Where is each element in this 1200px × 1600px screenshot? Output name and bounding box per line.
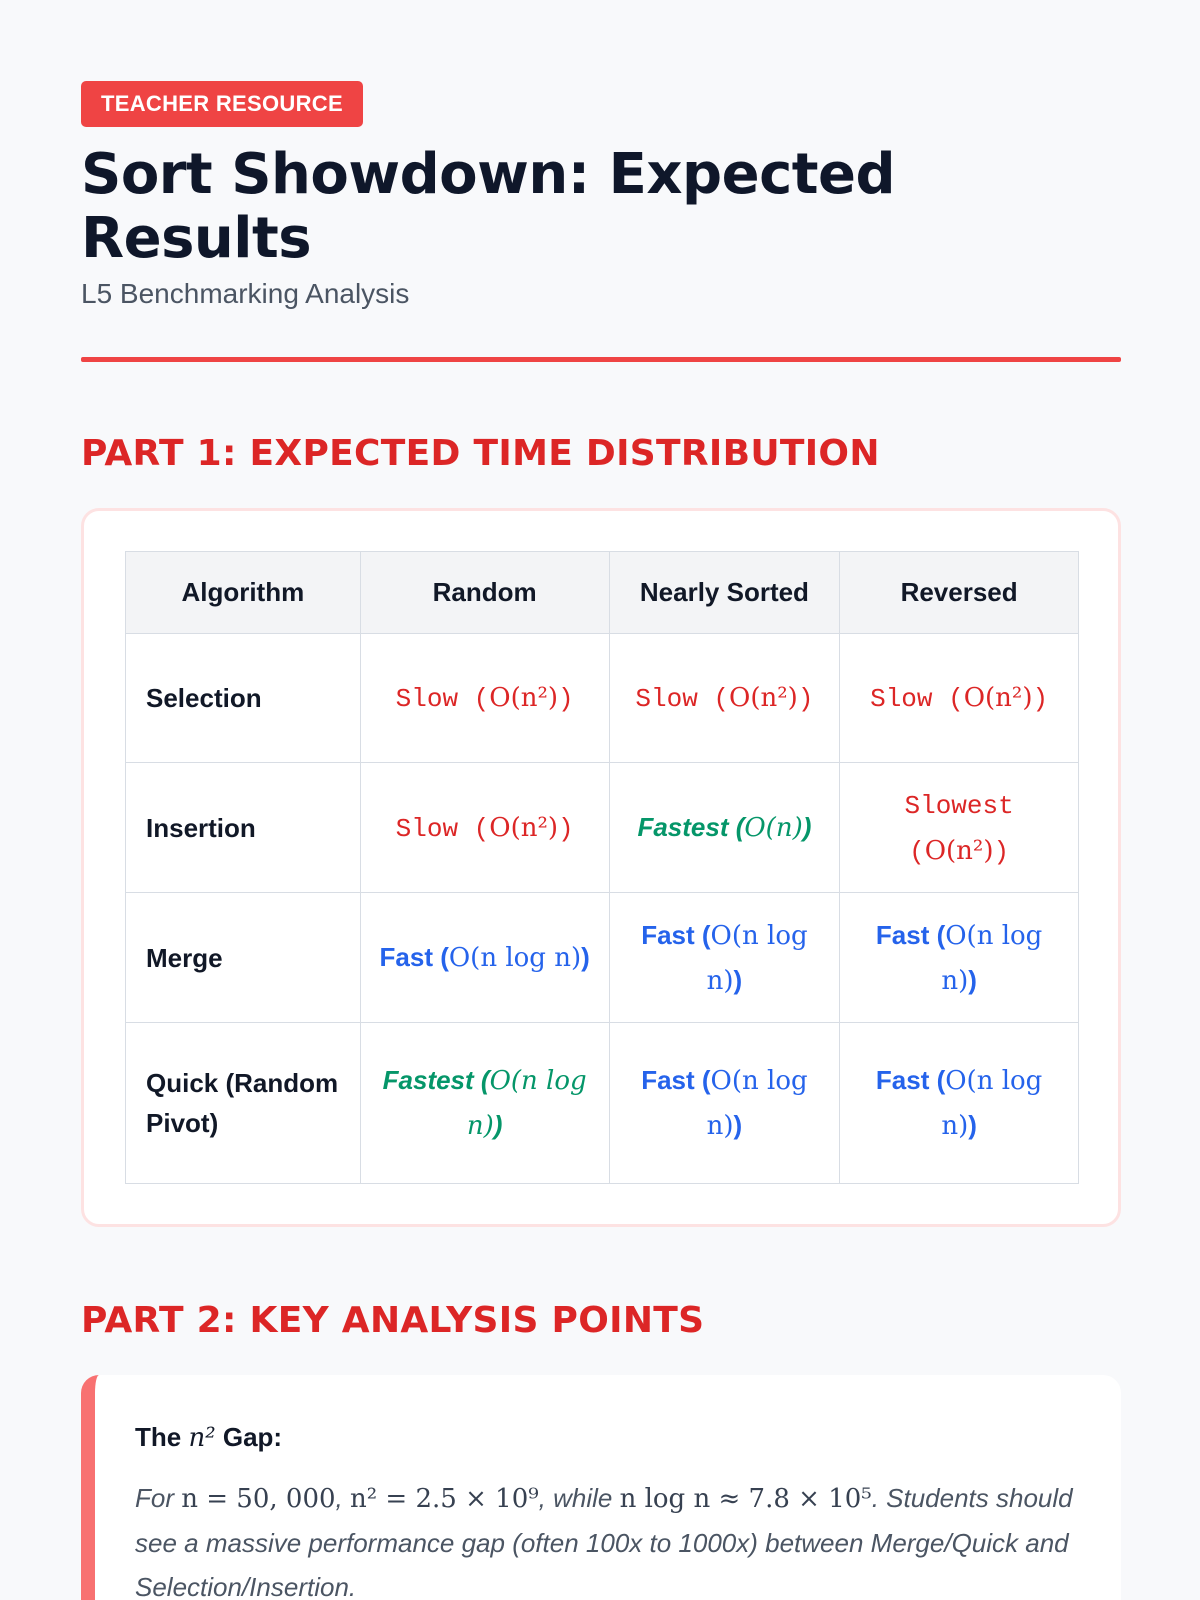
complexity-tail: ) [802,812,812,842]
complexity-tail: ) [1032,684,1049,714]
complexity-cell [360,1023,609,1184]
complexity-value [396,814,574,844]
complexity-cell [840,893,1079,1023]
complexity-tail: ) [493,1110,503,1140]
header-divider [81,357,1121,362]
time-distribution-card [81,508,1121,1227]
page-subtitle: L5 Benchmarking Analysis [81,278,410,309]
complexity-math: O(n log n) [466,1066,587,1141]
table-row [126,634,1079,763]
complexity-label: Fast ( [875,919,946,950]
complexity-value [641,1065,807,1140]
complexity-value [383,1065,587,1140]
algorithm-name: Selection [126,634,361,763]
complexity-math: O(n log n) [941,1066,1043,1141]
complexity-value [641,920,807,995]
n-squared-gap-note [81,1375,1121,1600]
complexity-label: Fastest ( [637,812,745,842]
note-text: , while [538,1483,620,1513]
complexity-math: O(n²) [489,812,559,843]
table-row [126,763,1079,893]
complexity-tail: ) [733,964,743,995]
complexity-cell [609,763,840,893]
complexity-tail: ) [968,1110,977,1140]
complexity-cell [609,1023,840,1184]
column-header: Nearly Sorted [609,552,840,634]
complexity-cell [360,893,609,1023]
table-header-row [126,552,1079,634]
teacher-resource-badge: TEACHER RESOURCE [81,81,363,127]
complexity-tail: ) [733,1110,743,1140]
complexity-label: Slow ( [395,684,490,714]
complexity-label: Fastest ( [382,1065,490,1095]
complexity-tail: ) [797,684,814,714]
complexity-label: Slow ( [870,684,964,714]
column-header: Reversed [840,552,1079,634]
note-text: For [135,1483,182,1513]
algorithm-name: Quick (Random Pivot) [126,1023,361,1184]
note-math: n = 50, 000 [181,1484,336,1514]
complexity-tail: ) [558,813,574,844]
complexity-value [637,812,811,842]
complexity-cell [840,1023,1079,1184]
complexity-tail: ) [558,684,574,714]
complexity-math: O(n²) [729,683,798,713]
complexity-cell [609,893,840,1023]
algorithm-name: Insertion [126,763,361,893]
part1-heading: PART 1: EXPECTED TIME DISTRIBUTION [81,433,880,474]
complexity-label: Slowest ( [904,790,1014,867]
complexity-cell [840,763,1079,893]
note-math: n log n ≈ 7.8 × 10⁵ [619,1484,872,1514]
complexity-math: O(n log n) [448,943,582,973]
note-text: . Students should see a massive performance gap (often 100x to 1000x) between Merge/Quick and Selection/Insertion. [135,1483,1073,1600]
page-title: Sort Showdown: Expected Results [81,142,896,271]
complexity-value [380,942,590,972]
complexity-label: Fast ( [641,919,711,950]
note-math: n² = 2.5 × 10⁹ [350,1484,539,1514]
complexity-cell [360,763,609,893]
complexity-cell [840,634,1079,763]
note-title-suffix: Gap: [215,1422,283,1452]
note-title [135,1419,1081,1456]
part2-heading: PART 2: KEY ANALYSIS POINTS [81,1300,705,1341]
complexity-label: Slow ( [395,813,490,844]
complexity-value [870,684,1048,714]
table-row [126,893,1079,1023]
complexity-label: Slow ( [635,684,730,714]
column-header: Algorithm [126,552,361,634]
complexity-label: Fast ( [875,1065,946,1095]
note-body [135,1476,1081,1600]
complexity-tail: ) [581,942,590,972]
complexity-math: O(n log n) [941,920,1043,996]
complexity-value [876,920,1042,995]
complexity-value [396,684,574,714]
time-distribution-table [125,551,1079,1184]
table-row [126,1023,1079,1184]
column-header: Random [360,552,609,634]
complexity-label: Fast ( [379,942,449,972]
complexity-value [635,684,813,714]
complexity-math: O(n²) [963,683,1033,713]
page [81,81,1121,1600]
algorithm-name: Merge [126,893,361,1023]
complexity-math: O(n log n) [706,920,808,996]
complexity-math: O(n log n) [706,1066,808,1141]
complexity-value [876,1065,1042,1140]
note-title-prefix: The [135,1422,189,1452]
complexity-math: O(n²) [924,835,994,866]
complexity-value [905,791,1014,867]
note-title-math: n² [188,1423,216,1453]
note-text: , [335,1483,350,1513]
complexity-math: O(n) [744,813,803,843]
complexity-cell [609,634,840,763]
complexity-label: Fast ( [641,1065,711,1095]
complexity-cell [360,634,609,763]
complexity-tail: ) [993,836,1010,867]
complexity-tail: ) [968,964,977,995]
complexity-math: O(n²) [489,683,559,713]
